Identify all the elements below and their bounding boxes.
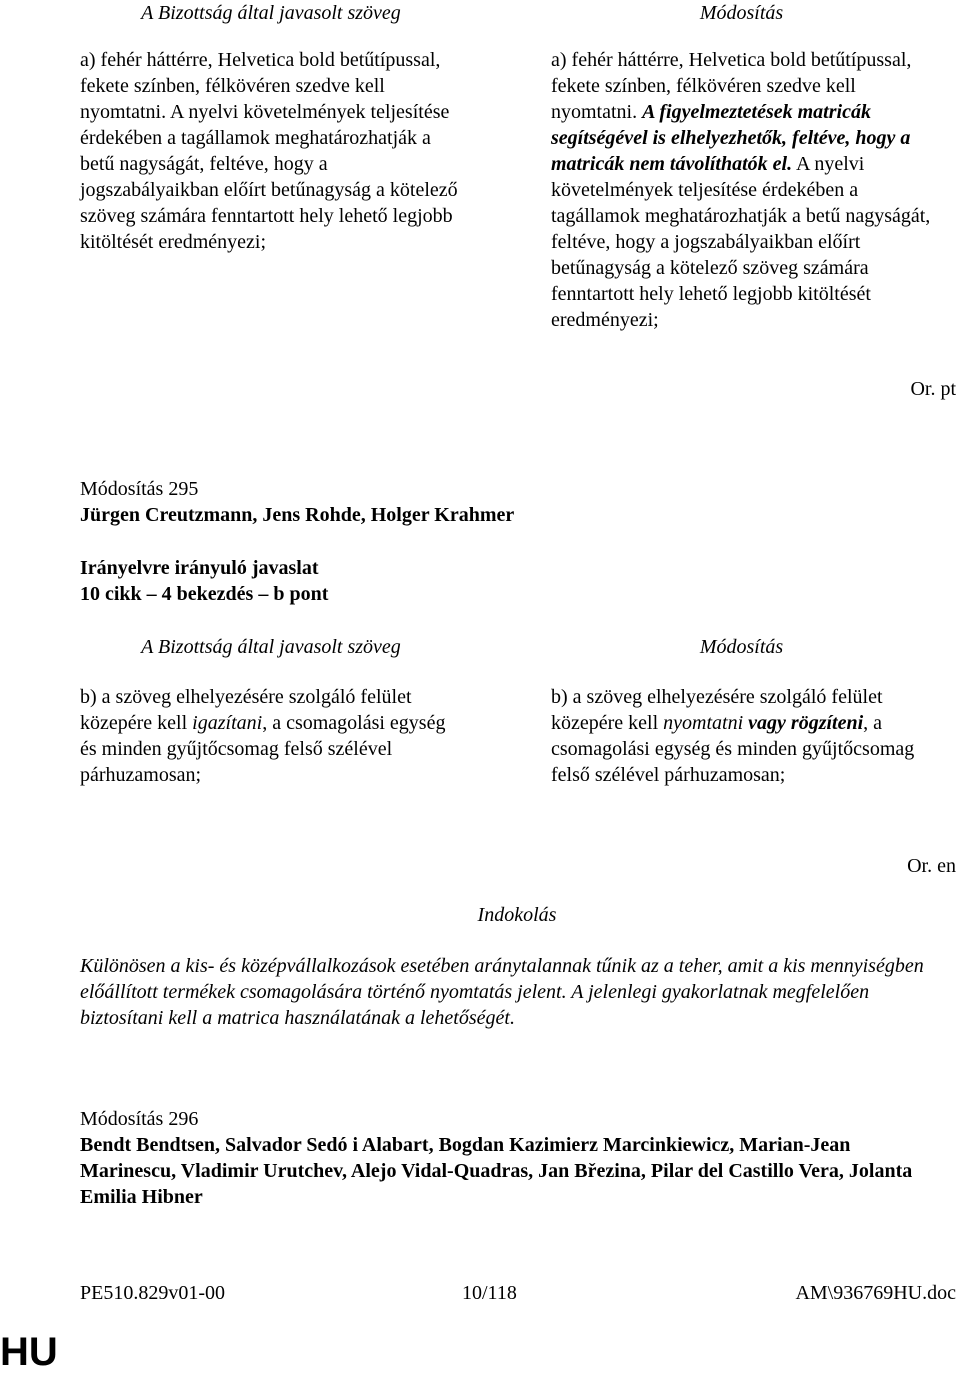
original-language: Or. en	[907, 855, 956, 877]
amendment-text-part: a) fehér háttérre, Helvetica bold betűtípussal, fekete színben, félkövéren szedve kell nyomtatni.	[551, 49, 912, 123]
amendment-text	[551, 684, 932, 788]
language-code: HU	[0, 1330, 58, 1374]
amendment-text-part: , a csomagolási egység és minden gyűjtőcsomag felső szélével párhuzamosan;	[551, 712, 915, 786]
amendment-authors: Bendt Bendtsen, Salvador Sedó i Alabart, Bogdan Kazimierz Marcinkiewicz, Marian-Jean Marinescu, Vladimir Urutchev, Alejo Vidal-Quadras, Jan Březina, Pilar del Castillo Vera, Jolanta Emilia Hibner	[80, 1134, 913, 1208]
committee-text: a) fehér háttérre, Helvetica bold betűtípussal, fekete színben, félkövéren szedve kell nyomtatni. A nyelvi követelmények teljesítése érdekében a tagállamok meghatározhatják a betű nagyságát, feltéve, hogy a jogszabályaikban előírt betűnagyság a kötelező szöveg számára fenntartott hely lehető legjobb kitöltését eredményezi;	[80, 49, 458, 253]
original-language: Or. pt	[910, 378, 956, 400]
amendment-changed-text: nyomtatni	[663, 712, 744, 734]
amendment-number: Módosítás 295	[80, 478, 199, 500]
amendment-number: Módosítás 296	[80, 1108, 199, 1130]
file-name: AM\936769HU.doc	[795, 1282, 956, 1304]
amendment-header: Módosítás	[699, 636, 784, 658]
justification-title: Indokolás	[477, 904, 557, 926]
committee-text-header: A Bizottság által javasolt szöveg	[141, 636, 401, 658]
committee-deleted-text: igazítani	[192, 712, 263, 734]
amendment-text-part: A nyelvi követelmények teljesítése érdekében a tagállamok meghatározhatják a betű nagyságát, feltéve, hogy a jogszabályaikban előírt betűnagyság a kötelező szöveg számára fenntartott hely lehető legjobb kitöltését eredményezi;	[551, 153, 931, 331]
committee-text-part: , a csomagolási egység és minden gyűjtőcsomag felső szélével párhuzamosan;	[80, 712, 446, 786]
committee-text-header: A Bizottság által javasolt szöveg	[141, 2, 401, 24]
amendment-text	[551, 47, 932, 333]
amendment-added-text: vagy rögzíteni	[743, 712, 864, 734]
amendment-header: Módosítás	[699, 2, 784, 24]
page-number: 10/118	[462, 1282, 517, 1304]
amendment-added-text: A figyelmeztetések matricák segítségével is elhelyezhetők, feltéve, hogy a matricák nem távolíthatók el.	[551, 101, 911, 175]
amendment-authors: Jürgen Creutzmann, Jens Rohde, Holger Krahmer	[80, 504, 515, 526]
proposal-type: Irányelvre irányuló javaslat	[80, 557, 319, 579]
committee-text	[80, 684, 462, 788]
justification-text: Különösen a kis- és középvállalkozások esetében aránytalannak tűnik az a teher, amit a kis mennyiségben előállított termékek csomagolására történő nyomtatás jelent. A jelenlegi gyakorlatnak megfelelően biztosítani kell a matrica használatának a lehetőségét.	[80, 955, 924, 1029]
article-reference: 10 cikk – 4 bekezdés – b pont	[80, 583, 329, 605]
amendment-text-part: b) a szöveg elhelyezésére szolgáló felület közepére kell	[551, 686, 883, 734]
document-reference: PE510.829v01-00	[80, 1282, 225, 1304]
committee-text-part: b) a szöveg elhelyezésére szolgáló felület közepére kell	[80, 686, 412, 734]
